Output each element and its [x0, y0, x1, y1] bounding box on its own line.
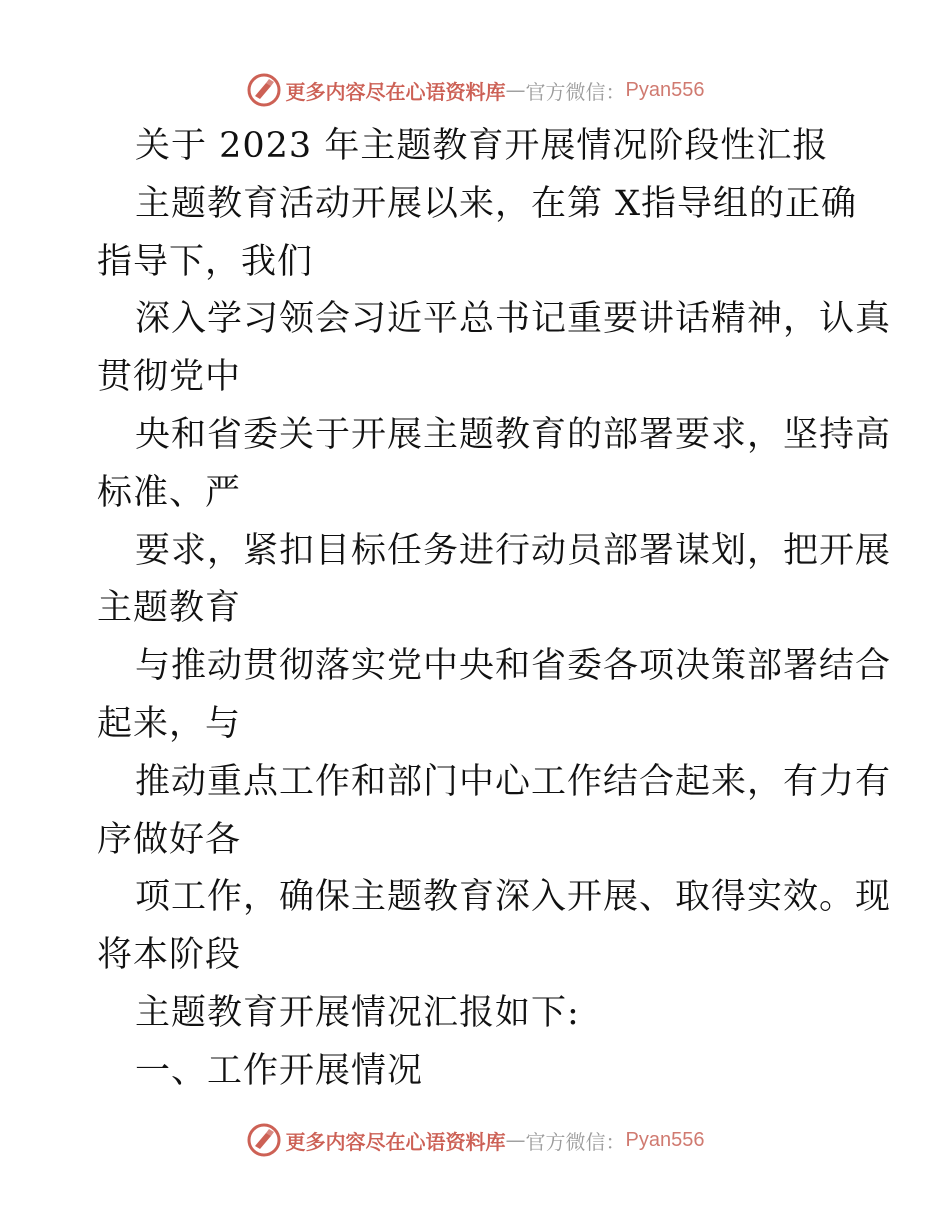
watermark-label: 官方微信： [525, 1129, 626, 1154]
document-line: 央和省委关于开展主题教育的部署要求，坚持高 [135, 414, 892, 455]
document-line: 关于 2023 年主题教育开展情况阶段性汇报 [135, 126, 829, 166]
document-line: 一、工作开展情况 [135, 1050, 424, 1091]
brand-logo-icon [246, 1122, 282, 1158]
watermark-dash: — [505, 1128, 526, 1152]
document-line: 指导下，我们 [97, 241, 314, 282]
footer-watermark [0, 1120, 950, 1160]
document-line: 序做好各 [97, 819, 242, 860]
watermark-wechat-id: Pyan556 [625, 1128, 705, 1151]
watermark-wechat-id: Pyan556 [625, 78, 705, 101]
watermark-brand-text: 更多内容尽在心语资料库 [285, 79, 506, 104]
document-line: 主题教育开展情况汇报如下: [135, 992, 580, 1033]
document-line: 要求，紧扣目标任务进行动员部署谋划，把开展 [135, 530, 892, 571]
document-line: 贯彻党中 [97, 357, 242, 398]
watermark-brand-text: 更多内容尽在心语资料库 [285, 1129, 506, 1154]
document-line: 项工作，确保主题教育深入开展、取得实效。现 [135, 877, 892, 918]
watermark-dash: — [505, 78, 526, 102]
watermark-label: 官方微信： [525, 79, 626, 104]
document-line: 与推动贯彻落实党中央和省委各项决策部署结合 [135, 646, 892, 687]
document-line: 标准、严 [97, 472, 242, 513]
document-line: 将本阶段 [97, 935, 242, 976]
document-body [97, 118, 892, 1101]
document-line: 起来，与 [97, 703, 242, 744]
document-line: 深入学习领会习近平总书记重要讲话精神，认真 [135, 299, 892, 340]
document-line: 推动重点工作和部门中心工作结合起来，有力有 [135, 761, 892, 802]
document-line: 主题教育 [97, 588, 242, 629]
header-watermark [0, 70, 950, 110]
brand-logo-icon [246, 72, 282, 108]
document-line: 主题教育活动开展以来，在第 X指导组的正确 [135, 183, 858, 224]
